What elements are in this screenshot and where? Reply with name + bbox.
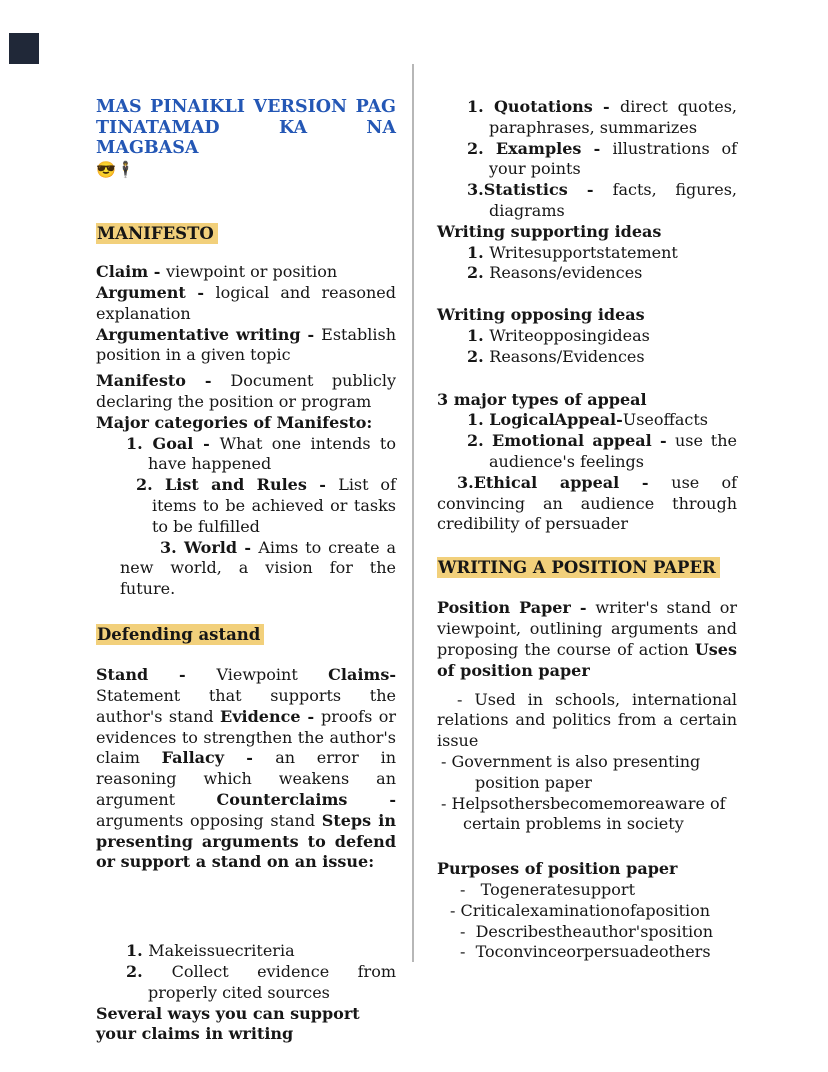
heading-writing-a-position-paper: WRITING A POSITION PAPER	[437, 557, 737, 579]
heading-writing-opposing-ideas: Writing opposing ideas	[437, 305, 645, 325]
list-item-logical-appeal: 1. LogicalAppeal-Useoffacts	[467, 410, 709, 430]
list-item-make-issue-criteria: 1. Makeissuecriteria	[126, 941, 295, 961]
dash-item-critical-examination: - Criticalexaminationofaposition	[450, 900, 711, 920]
dash-item-helps-others: - Helpsothersbecomemoreaware of certain problems in society	[441, 793, 726, 834]
right-column	[437, 97, 737, 963]
dash-item-used-in-schools: - Used in schools, international relations and politics from a certain issue	[437, 689, 737, 751]
list-item-emotional-appeal: 2. Emotional appeal - use the audience's feelings	[467, 431, 737, 471]
list-item-list-and-rules: 2. List and Rules - List of items to be achieved or tasks to be fulfilled	[136, 475, 396, 536]
list-item-goal: 1. Goal - What one intends to have happened	[126, 433, 396, 474]
list-item-examples: 2. Examples - illustrations of your points	[467, 138, 737, 179]
list-item-write-opposing-ideas: 1. Writeopposingideas	[467, 325, 650, 345]
def-argument: Argument - logical and reasoned explanation	[96, 282, 397, 323]
paragraph-position-paper: Position Paper - writer's stand or viewpoint, outlining arguments and proposing the course of action Uses of position paper	[437, 598, 737, 680]
heading-major-categories: Major categories of Manifesto:	[96, 412, 373, 432]
heading-purposes-of-position-paper: Purposes of position paper	[437, 859, 678, 879]
heading-several-ways: Several ways you can support your claims in writing	[96, 1003, 360, 1044]
dash-item-government: - Government is also presenting position paper	[441, 751, 701, 792]
list-item-quotations: 1. Quotations - direct quotes, paraphrases, summarizes	[467, 97, 738, 137]
def-argumentative-writing: Argumentative writing - Establish position in a given topic	[96, 324, 396, 365]
list-item-statistics: 3.Statistics - facts, figures, diagrams	[467, 180, 737, 220]
corner-mark	[9, 33, 39, 64]
list-item-reasons-evidences: 2. Reasons/evidences	[467, 263, 643, 283]
heading-manifesto: MANIFESTO	[96, 223, 396, 245]
paragraph-defending-stand: Stand - Viewpoint Claims- Statement that supports the author's stand Evidence - proofs or evidences to strengthen the author's claim Fallacy - an error in reasoning which weakens an argument Counterclaims - arguments opposing stand Steps in presenting arguments to defend or support a stand on an issue:	[96, 665, 396, 872]
def-claim: Claim - viewpoint or position	[96, 262, 338, 282]
dash-item-convince-persuade: - Toconvinceorpersuadeothers	[460, 942, 711, 962]
heading-defending-a-stand: Defending astand	[96, 624, 396, 646]
list-item-write-support-statement: 1. Writesupportstatement	[467, 242, 678, 262]
list-item-collect-evidence: 2. Collect evidence from properly cited sources	[126, 961, 396, 1002]
heading-3-major-types-of-appeal: 3 major types of appeal	[437, 389, 647, 409]
list-item-world: 3. World - Aims to create a new world, a vision for the future.	[120, 537, 396, 599]
dash-item-generate-support: - Togeneratesupport	[460, 879, 636, 899]
list-item-reasons-evidences-2: 2. Reasons/Evidences	[467, 346, 645, 366]
doc-title: MAS PINAIKLI VERSION PAG TINATAMAD KA NA MAGBASA	[96, 97, 396, 159]
left-column	[96, 97, 396, 1045]
list-item-ethical-appeal: 3.Ethical appeal - use of convincing an audience through credibility of persuader	[437, 472, 738, 534]
def-manifesto: Manifesto - Document publicly declaring the position or program	[96, 371, 397, 411]
dash-item-describes-position: - Describestheauthor'sposition	[460, 921, 714, 941]
column-divider	[412, 64, 414, 962]
emoji-line: 😎🕴️	[96, 159, 136, 179]
heading-writing-supporting-ideas: Writing supporting ideas	[437, 221, 662, 241]
